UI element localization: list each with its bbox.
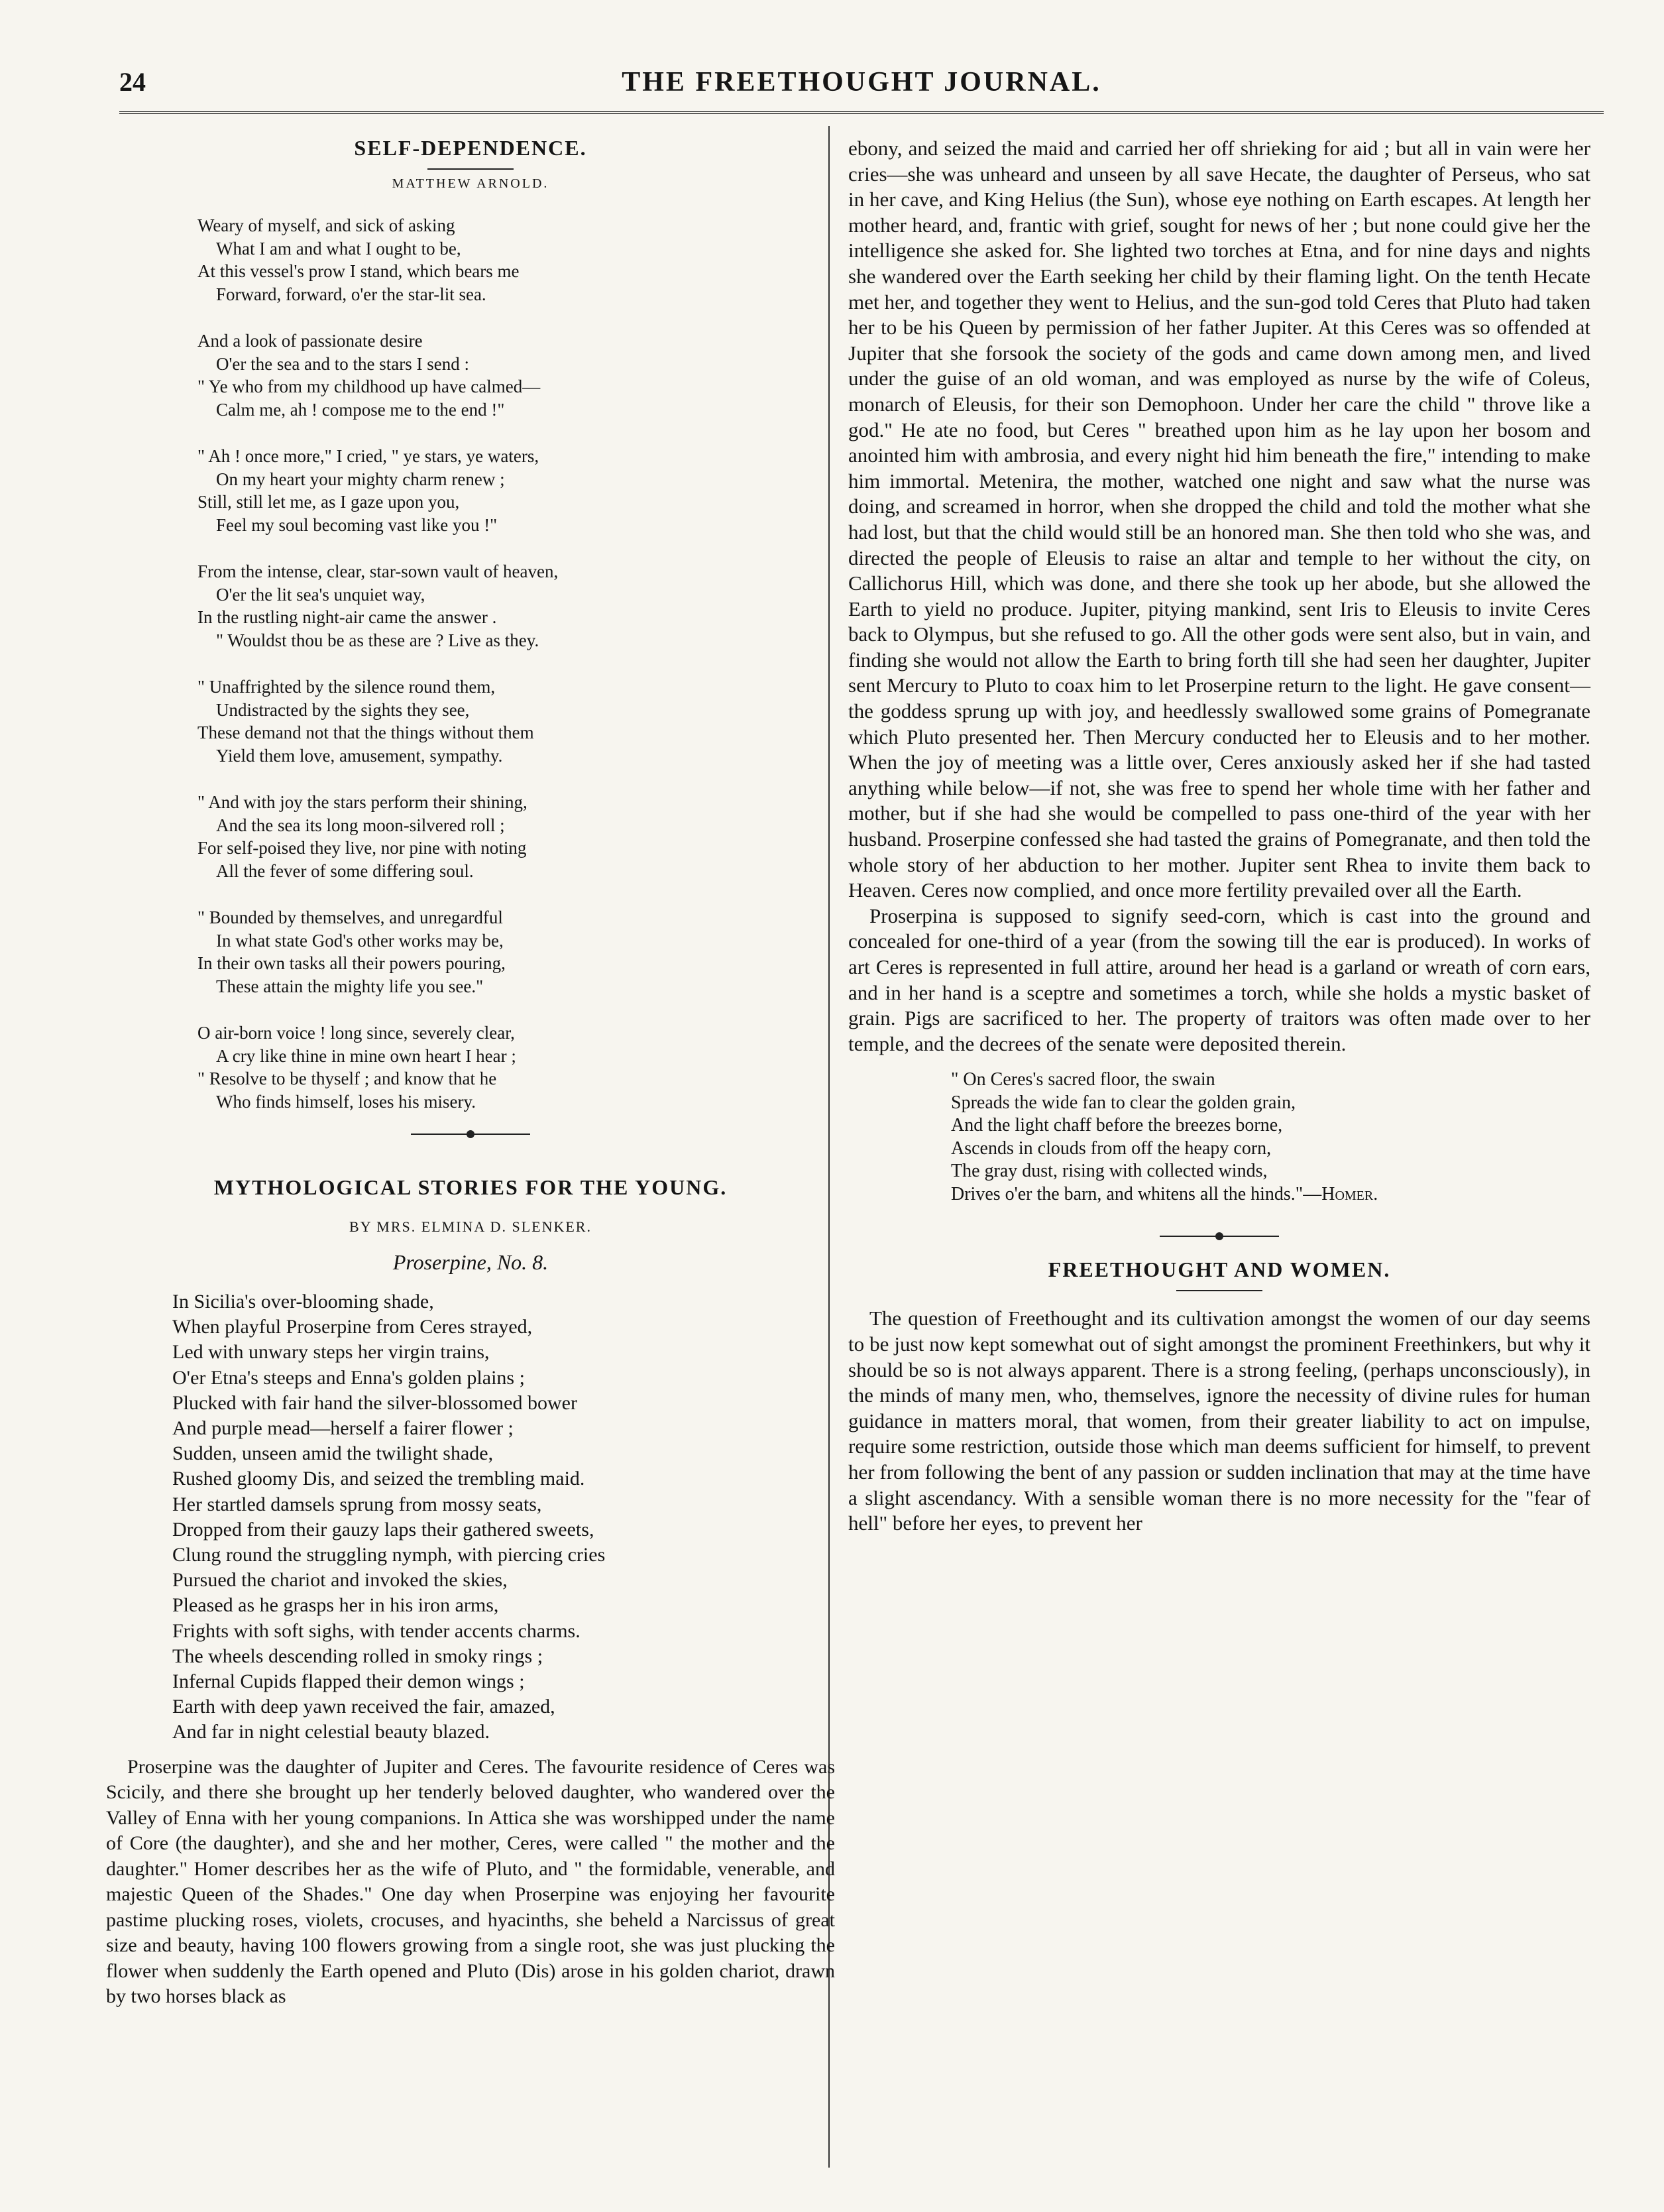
poem-line: And purple mead—herself a fairer flower ;: [172, 1417, 514, 1440]
poem-line: Rushed gloomy Dis, and seized the trembling maid.: [172, 1468, 585, 1490]
poem-line: Frights with soft sighs, with tender accents charms.: [172, 1619, 581, 1642]
poem-line: And the sea its long moon-silvered roll ;: [216, 815, 505, 835]
poem-line: Yield them love, amusement, sympathy.: [216, 745, 503, 766]
stanza: [197, 906, 835, 998]
poem-line: " Bounded by themselves, and unregardful: [197, 907, 503, 927]
quote-line: " On Ceres's sacred floor, the swain: [951, 1069, 1215, 1090]
poem-line: O'er the lit sea's unquiet way,: [216, 584, 425, 605]
page-header: [119, 66, 1604, 113]
poem-line: " Ye who from my childhood up have calmed—: [197, 377, 541, 396]
poem-line: A cry like thine in mine own heart I hear ;: [216, 1045, 516, 1066]
poem-line: Dropped from their gauzy laps their gathered sweets,: [172, 1518, 594, 1541]
poem-line: O'er the sea and to the stars I send :: [216, 353, 469, 374]
article-title: MYTHOLOGICAL STORIES FOR THE YOUNG.: [213, 1175, 728, 1199]
poem-line: Undistracted by the sights they see,: [216, 699, 470, 720]
stanza: [197, 445, 835, 536]
poem-title: SELF-DEPENDENCE.: [354, 136, 587, 160]
poem-line: Earth with deep yawn received the fair, amazed,: [172, 1696, 555, 1718]
stanza: [197, 1021, 835, 1113]
poem-line: Weary of myself, and sick of asking: [197, 215, 455, 235]
poem-line: " And with joy the stars perform their shining,: [197, 792, 527, 812]
quote-attribution: Homer.: [1321, 1183, 1378, 1204]
poem-line: These attain the mighty life you see.": [216, 976, 484, 996]
poem-line: Calm me, ah ! compose me to the end !": [216, 399, 505, 420]
poem-line: Plucked with fair hand the silver-blossomed bower: [172, 1391, 577, 1414]
poem-line: The wheels descending rolled in smoky rings ;: [172, 1645, 543, 1667]
poem-line: These demand not that the things without them: [197, 723, 534, 742]
poem-line: From the intense, clear, star-sown vault of heaven,: [197, 561, 559, 581]
left-column: [106, 136, 835, 2010]
page-number: 24: [119, 67, 146, 97]
poem-line: And far in night celestial beauty blazed.: [172, 1721, 490, 1743]
poem-line: O air-born voice ! long since, severely clear,: [197, 1023, 515, 1043]
proserpine-poem: [172, 1289, 835, 1745]
article-paragraph: Proserpine was the daughter of Jupiter and Ceres. The favourite residence of Ceres was Scicily, and there she brought up her tenderly beloved daughter, who wandered over the Valley of Enna with her young companions. In Attica she was worshipped under the name of Core (the daughter), and she and her mother, Ceres, were called " the mother and the daughter." Homer describes her as the wife of Pluto, and " the formidable, venerable, and majestic Queen of the Shades." One day when Proserpine was enjoying her favourite pastime plucking roses, violets, crocuses, and hyacinths, she beheld a Narcissus of great size and beauty, having 100 flowers growing from a single root, she was just plucking the flower when suddenly the Earth opened and Pluto (Dis) arose in his golden chariot, drawn by two horses black as: [106, 1755, 835, 2008]
poem-line: What I am and what I ought to be,: [216, 238, 461, 259]
poem-line: In Sicilia's over-blooming shade,: [172, 1291, 434, 1312]
section-divider: [1160, 1232, 1279, 1240]
poem-line: Led with unwary steps her virgin trains,: [172, 1341, 490, 1364]
homer-quote: [951, 1069, 1590, 1206]
poem-line: In what state God's other works may be,: [216, 930, 504, 951]
right-column: [848, 136, 1590, 1537]
poem-line: Who finds himself, loses his misery.: [216, 1091, 476, 1112]
self-dependence-poem: [197, 214, 835, 1113]
poem-line: For self-poised they live, nor pine with noting: [197, 838, 527, 858]
quote-line: Ascends in clouds from off the heapy corn,: [951, 1137, 1272, 1159]
quote-line: The gray dust, rising with collected winds,: [951, 1161, 1268, 1182]
poem-line: Sudden, unseen amid the twilight shade,: [172, 1442, 494, 1465]
stanza: [197, 791, 835, 882]
stanza: [197, 329, 835, 421]
poem-line: Still, still let me, as I gaze upon you,: [197, 492, 460, 512]
poem-line: Clung round the struggling nymph, with piercing cries: [172, 1544, 606, 1566]
poem-line: At this vessel's prow I stand, which bears me: [197, 261, 520, 281]
title-rule: [427, 168, 514, 170]
poem-line: Pleased as he grasps her in his iron arms,: [172, 1594, 499, 1617]
poem-line: Infernal Cupids flapped their demon wings ;: [172, 1670, 525, 1693]
poem-line: In their own tasks all their powers pouring,: [197, 953, 506, 973]
poem-line: " Wouldst thou be as these are ? Live as they.: [216, 630, 539, 650]
poem-line: And a look of passionate desire: [197, 331, 423, 351]
poem-line: " Unaffrighted by the silence round them,: [197, 677, 496, 697]
poem-line: " Ah ! once more," I cried, " ye stars, ye waters,: [197, 446, 539, 466]
poem-line: On my heart your mighty charm renew ;: [216, 469, 505, 489]
article-title: FREETHOUGHT AND WOMEN.: [1048, 1257, 1391, 1282]
poem-author: MATTHEW ARNOLD.: [392, 176, 549, 191]
stanza: [197, 675, 835, 767]
stanza: [197, 560, 835, 652]
article-subtitle: Proserpine, No. 8.: [392, 1250, 549, 1274]
section-divider: [411, 1130, 530, 1138]
article-byline: BY MRS. ELMINA D. SLENKER.: [349, 1218, 592, 1235]
poem-line: In the rustling night-air came the answer .: [197, 607, 497, 627]
journal-title: THE FREETHOUGHT JOURNAL.: [622, 67, 1101, 97]
poem-line: O'er Etna's steeps and Enna's golden plains ;: [172, 1366, 525, 1389]
quote-line: Spreads the wide fan to clear the golden grain,: [951, 1092, 1296, 1113]
article-paragraph: Proserpina is supposed to signify seed-corn, which is cast into the ground and concealed for one-third of a year (from the sowing till the ear is produced). In works of art Ceres is represented in full attire, around her head is a garland or wreath of corn ears, and in her hand is a sceptre and sometimes a torch, while she holds a mystic basket of grain. Pigs are sacrificed to her. The property of traitors was often made over to her temple, and the decrees of the senate were deposited therein.: [848, 903, 1590, 1055]
poem-line: When playful Proserpine from Ceres strayed,: [172, 1316, 533, 1338]
poem-line: All the fever of some differing soul.: [216, 860, 474, 881]
title-rule: [1176, 1290, 1262, 1291]
poem-line: " Resolve to be thyself ; and know that he: [197, 1069, 497, 1088]
poem-line: Her startled damsels sprung from mossy seats,: [172, 1493, 542, 1515]
header-rule: [119, 111, 1604, 114]
quote-line-text: Drives o'er the barn, and whitens all the hinds."—: [951, 1183, 1322, 1204]
article-paragraph: The question of Freethought and its cultivation amongst the women of our day seems to be just now kept somewhat out of sight amongst the prominent Freethinkers, but why it should be so is not always apparent. There is a strong feeling, (perhaps unconsciously), in the minds of many men, who, themselves, ignore the necessity of divine rules for human guidance in matters moral, that women, from their greater liability to act on impulse, require some restriction, outside those which man deems sufficient for himself, to prevent her from following the bent of any passion or sudden inclination that may at the time have a slight ascendancy. With a sensible woman there is no more necessity for the "fear of hell" before her eyes, to prevent her: [848, 1307, 1590, 1535]
stanza: [197, 214, 835, 306]
poem-line: Feel my soul becoming vast like you !": [216, 514, 498, 535]
quote-line: And the light chaff before the breezes borne,: [951, 1115, 1283, 1136]
quote-line: [951, 1183, 1590, 1206]
poem-line: Forward, forward, o'er the star-lit sea.: [216, 284, 486, 304]
article-paragraph-continued: ebony, and seized the maid and carried her off shrieking for aid ; but all in vain were her cries—she was unheard and unseen by all save Hecate, the daughter of Perseus, who sat in her cave, and King Helius (the Sun), whose eye nothing on Earth escapes. At length her mother heard, and, frantic with grief, sought for news of her ; but none could give her the intelligence she asked for. She lighted two torches at Etna, and for nine days and nights she wandered over the Earth seeking her child by their flaming light. On the tenth Hecate met her, and together they went to Helius, and the sun-god told Ceres that Pluto had taken her to be his Queen by permission of her father Jupiter. At this Ceres was so offended at Jupiter that she forsook the society of the gods and came down among men, and lived under the guise of an old woman, and was employed as nurse by the wife of Coleus, monarch of Eleusis, for their son Demophoon. Under her care the child " throve like a god." He ate no food, but Ceres " breathed upon him as he lay upon her bosom and anointed him with ambrosia, and every night hid him beneath the fire," intending to make him immortal. Metenira, the mother, watched one night and saw what the nurse was doing, and screamed in horror, when she dropped the child and told the mother what she had lost, but that the child would still be an honored man. She then told who she was, and directed the people of Eleusis to raise an altar and temple to her without the city, on Callichorus Hill, which was done, and there she took up her abode, but she allowed the Earth to yield no produce. Jupiter, pitying mankind, sent Iris to Eleusis to invite Ceres back to Olympus, but she refused to go. All the other gods were sent also, but in vain, and finding she would not allow the Earth to bring forth till she had seen her daughter, Jupiter sent Mercury to Pluto to coax him to let Proserpine return to the light. He gave consent—the goddess sprung up with joy, and heedlessly swallowed some grains of Pomegranate which Pluto presented her. Then Mercury conducted her to Eleusis and to her mother. When the joy of meeting was a little over, Ceres anxiously asked her if she had tasted anything while below—if not, she was free to spend her whole time with her father and mother, but if she had she would be compelled to pass one-third of the year with her husband. Proserpine confessed she had tasted the grains of Pomegranate, and then told the whole story of her abduction to her mother. Jupiter sent Rhea to invite them back to Heaven. Ceres now complied, and once more fertility prevailed over all the Earth.: [848, 137, 1590, 902]
poem-line: Pursued the chariot and invoked the skies,: [172, 1569, 508, 1592]
